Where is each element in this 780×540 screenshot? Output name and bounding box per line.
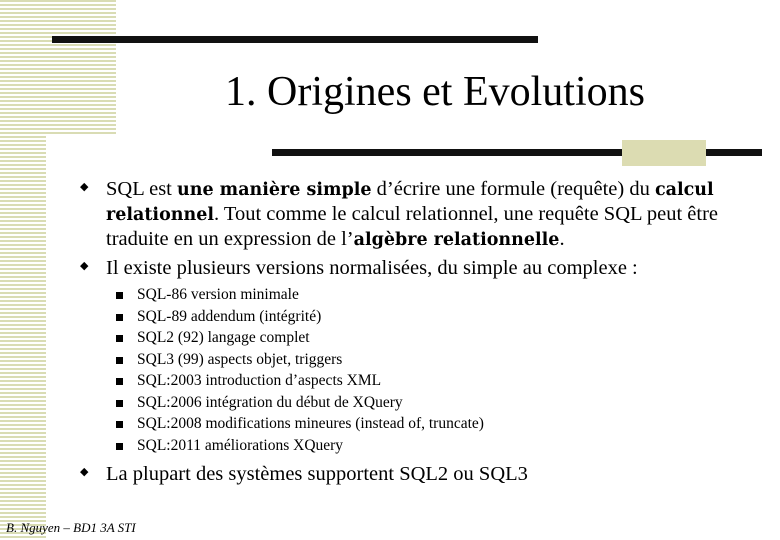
slide-footer: B. Nguyen – BD1 3A STI — [6, 520, 136, 535]
emphasis-text: une manière simple — [177, 180, 372, 200]
list-item — [116, 392, 770, 414]
list-item — [116, 435, 770, 457]
square-bullet-icon — [116, 335, 123, 342]
bullet-text: Il existe plusieurs versions normalisées, du simple au complexe : — [106, 257, 638, 279]
list-item — [116, 413, 770, 435]
emphasis-text: calcul relationnel — [106, 180, 714, 225]
bullet-sql-definition — [80, 177, 770, 252]
diamond-bullet-icon: ◆ — [80, 259, 89, 272]
list-item-text: SQL:2006 intégration du début de XQuery — [137, 393, 403, 411]
slide-title: 1. Origines et Evolutions — [225, 69, 645, 115]
square-bullet-icon — [116, 443, 123, 450]
list-item-text: SQL-89 addendum (intégrité) — [137, 307, 322, 325]
left-stripe-decoration — [0, 0, 46, 540]
square-bullet-icon — [116, 421, 123, 428]
list-item — [116, 349, 770, 371]
list-item-text: SQL:2003 introduction d’aspects XML — [137, 372, 382, 389]
list-item-text: SQL2 (92) langage complet — [137, 329, 310, 346]
top-stripe-block — [46, 0, 116, 135]
bullet-text: . Tout comme le calcul relationnel, une requête SQL peut être traduite en un expression de l’ — [106, 203, 719, 250]
bullet-text: d’écrire une formule (requête) du — [371, 178, 655, 200]
bullet-text: . — [559, 228, 565, 250]
list-item-text: SQL-86 version minimale — [137, 286, 299, 303]
list-item — [116, 284, 770, 306]
bullet-versions — [80, 256, 770, 280]
square-bullet-icon — [116, 400, 123, 407]
list-item-text: SQL3 (99) aspects objet, triggers — [137, 350, 343, 368]
diamond-bullet-icon: ◆ — [80, 465, 89, 478]
square-bullet-icon — [116, 314, 123, 321]
bullet-text: La plupart des systèmes supportent SQL2 ou SQL3 — [106, 463, 528, 485]
corner-accent-block — [622, 140, 706, 166]
bullet-support — [80, 462, 770, 486]
versions-list — [80, 284, 770, 456]
square-bullet-icon — [116, 292, 123, 299]
list-item-text: SQL:2008 modifications mineures (instead of, truncate) — [137, 415, 484, 432]
list-item — [116, 327, 770, 349]
square-bullet-icon — [116, 357, 123, 364]
title-top-bar — [52, 36, 538, 43]
diamond-bullet-icon: ◆ — [80, 180, 89, 193]
list-item — [116, 306, 770, 328]
square-bullet-icon — [116, 378, 123, 385]
bullet-text: SQL est — [106, 178, 177, 200]
emphasis-text: algèbre relationnelle — [353, 230, 560, 250]
list-item-text: SQL:2011 améliorations XQuery — [137, 436, 344, 454]
list-item — [116, 370, 770, 392]
slide-content — [80, 177, 770, 490]
